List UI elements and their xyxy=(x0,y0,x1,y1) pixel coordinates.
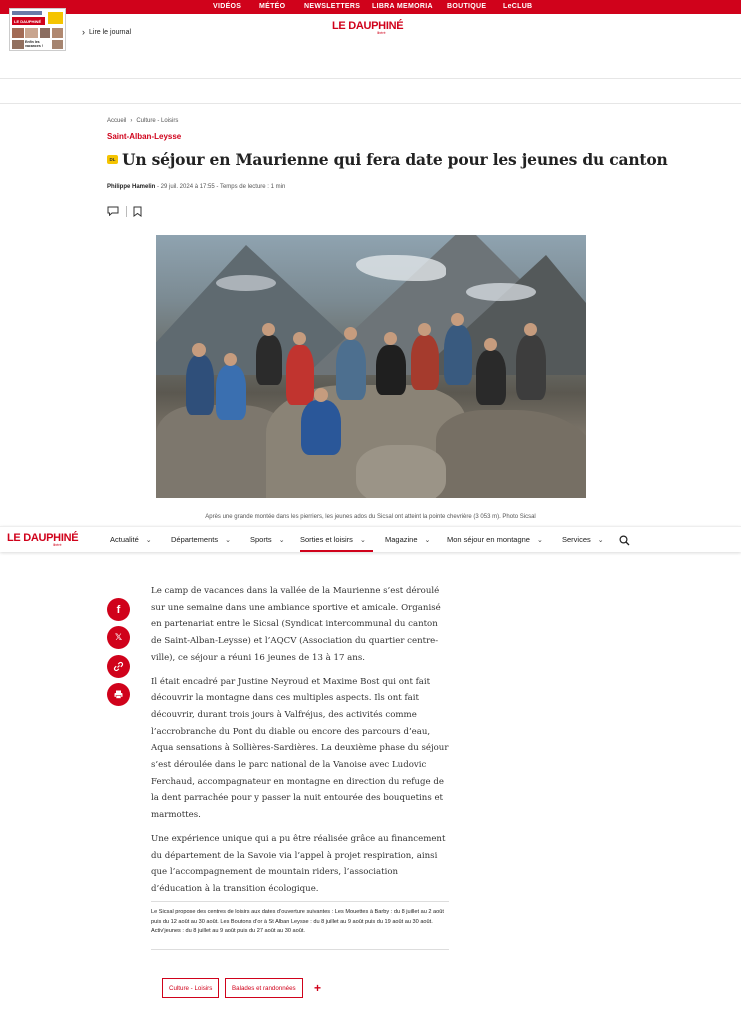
article-paragraph: Le camp de vacances dans la vallée de la Maurienne s’est déroulé sur une semaine dans une ambiance sportive et amicale. Organisé en partenariat entre le Sicsal (Syndicat intercommunal du canton de Saint-Alban-Leysse) et l’AQCV (Association du quartier centre-ville), ce séjour a réuni 16 jeunes de 13 à 17 ans. xyxy=(151,586,441,663)
journal-thumbnail[interactable] xyxy=(9,8,66,51)
article-paragraph: Une expérience unique qui a pu être réalisée grâce au financement du département de la Savoie via l’appel à projet respiration, ainsi que l’accompagnement de mountain riders, l’association d’éducation à la transition écologique. xyxy=(151,833,446,894)
add-tag-icon[interactable]: + xyxy=(314,981,322,995)
divider xyxy=(126,206,127,217)
search-icon[interactable] xyxy=(619,535,630,546)
read-journal-label: Lire le journal xyxy=(89,28,132,36)
group-of-hikers xyxy=(176,305,566,465)
main-navbar xyxy=(0,526,741,552)
top-bar xyxy=(0,0,741,14)
article-title-row xyxy=(107,150,668,169)
tag-culture-loisirs[interactable]: Culture - Loisirs xyxy=(162,978,219,998)
journal-thumb-logo: LE DAUPHINÉ xyxy=(12,17,45,25)
chevron-down-icon: ⌄ xyxy=(359,536,366,544)
article-author[interactable]: Philippe Hamelin xyxy=(107,184,156,190)
divider xyxy=(0,103,741,104)
breadcrumb-home[interactable]: Accueil xyxy=(107,118,127,124)
site-logo[interactable]: LE DAUPHINÉ xyxy=(332,20,404,32)
chevron-down-icon: ⌄ xyxy=(536,536,543,544)
nav-item-services[interactable]: Services ⌄ xyxy=(562,535,604,544)
topnav-boutique[interactable]: BOUTIQUE xyxy=(447,3,487,10)
topnav-leclub[interactable]: LeCLUB xyxy=(503,3,533,10)
nav-logo[interactable]: LE DAUPHINÉ xyxy=(7,532,79,544)
divider xyxy=(151,901,449,902)
topnav-libra-memoria[interactable]: LIBRA MEMORIA xyxy=(372,3,433,10)
article-byline xyxy=(107,184,285,190)
comment-icon[interactable] xyxy=(107,206,119,216)
article-paragraph: Il était encadré par Justine Neyroud et Maxime Bost qui ont fait découvrir la montagne dans ces multiples aspects. Ils ont fait découvrir, durant trois jours à Valfréjus, des activités comme l’accrobranche du Pont du diable ou encore des parcours d’eau, Aqua sensations à Sollières-Sardières. La deuxième phase du séjour s’est déroulée dans le parc national de la Vanoise avec Ludovic Ferchaud, accompagnateur en montagne en direction du refuge de la dent parrachée pour y passer la nuit entourée des bouquetins et marmottes. xyxy=(151,676,449,821)
topnav-meteo[interactable]: MÉTÉO xyxy=(259,3,286,10)
article-category[interactable]: Saint-Alban-Leysse xyxy=(107,132,182,141)
article-body xyxy=(151,583,451,905)
article-title: Un séjour en Maurienne qui fera date pour les jeunes du canton xyxy=(122,150,668,169)
nav-item-actualite[interactable]: Actualité ⌄ xyxy=(110,535,152,544)
journal-thumb-headline: Enfin les vacances ! xyxy=(25,40,43,48)
breadcrumb-category[interactable]: Culture - Loisirs xyxy=(136,118,179,124)
chevron-down-icon: ⌄ xyxy=(278,536,285,544)
read-journal-link[interactable] xyxy=(82,27,131,37)
chevron-down-icon: ⌄ xyxy=(424,536,431,544)
tag-balades-randonnees[interactable]: Balades et randonnées xyxy=(225,978,303,998)
nav-item-departements[interactable]: Départements ⌄ xyxy=(171,535,231,544)
print-icon xyxy=(113,689,124,700)
link-icon xyxy=(113,661,124,672)
topnav-newsletters[interactable]: NEWSLETTERS xyxy=(304,3,361,10)
share-x-button[interactable] xyxy=(107,626,130,649)
share-facebook-button[interactable] xyxy=(107,598,130,621)
nav-item-sorties-loisirs[interactable]: Sorties et loisirs ⌄ xyxy=(300,535,366,544)
nav-item-mon-sejour[interactable]: Mon séjour en montagne ⌄ xyxy=(447,535,543,544)
bookmark-icon[interactable] xyxy=(133,206,142,217)
x-icon: 𝕏 xyxy=(114,632,123,643)
divider xyxy=(0,78,741,79)
article-note: Le Sicsal propose des centres de loisirs aux dates d’ouverture suivantes : Les Mouettes à Barby : du 8 juillet au 2 août puis du 12 août au 30 août. Les Boutons d’or à St Alban Leysse : du 8 juillet au 9 août puis du 19 août au 30 août. Activ’jeunes : du 8 juillet au 9 août puis du 27 août au 30 août. xyxy=(151,909,444,935)
article-photo xyxy=(156,235,586,498)
breadcrumb xyxy=(107,118,178,124)
chevron-right-icon: › xyxy=(130,118,133,124)
chevron-down-icon: ⌄ xyxy=(225,536,231,544)
chevron-right-icon: › xyxy=(82,27,85,37)
site-logo-sub: libéré xyxy=(377,31,386,35)
nav-logo-sub: libéré xyxy=(53,543,62,547)
chevron-down-icon: ⌄ xyxy=(145,536,152,544)
nav-item-sports[interactable]: Sports ⌄ xyxy=(250,535,285,544)
facebook-icon: f xyxy=(116,603,121,616)
article-meta: - 29 juil. 2024 à 17:55 - Temps de lecture : 1 min xyxy=(155,184,286,190)
topnav-videos[interactable]: VIDÉOS xyxy=(213,3,242,10)
nav-active-indicator xyxy=(300,550,373,552)
copy-link-button[interactable] xyxy=(107,655,130,678)
nav-item-magazine[interactable]: Magazine ⌄ xyxy=(385,535,431,544)
divider xyxy=(151,949,449,950)
dl-badge: DL xyxy=(107,155,118,164)
photo-caption: Après une grande montée dans les pierriers, les jeunes ados du Sicsal ont atteint la pointe chevrière (3 053 m). Photo Sicsal xyxy=(205,514,536,520)
chevron-down-icon: ⌄ xyxy=(597,536,604,544)
print-button[interactable] xyxy=(107,683,130,706)
